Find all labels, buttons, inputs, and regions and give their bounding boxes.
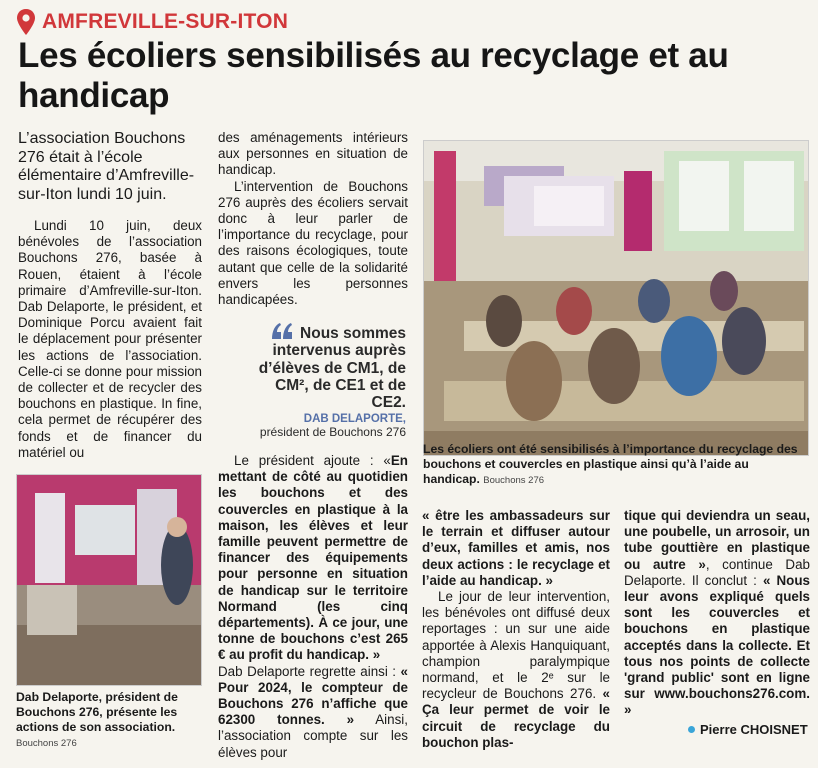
quote-role: président de Bouchons 276 xyxy=(259,425,406,440)
chapo: L’association Bouchons 276 était à l’école élémentaire d’Amfreville-sur-Iton lundi 10 juin. xyxy=(18,130,195,203)
author-name: Pierre CHOISNET xyxy=(700,722,808,737)
location-label xyxy=(16,6,288,38)
column-1 xyxy=(18,130,202,461)
bullet-dot-icon xyxy=(688,726,695,733)
column-2-top xyxy=(218,130,408,308)
paragraph: « être les ambassadeurs sur le terrain et diffuser autour d’eux, familles et amis, nos deux actions : le recyclage et l’aide au handicap. » xyxy=(422,508,610,588)
paragraph: L’intervention de Bouchons 276 auprès des écoliers servait donc à leur parler de l’importance du recyclage, pour des raisons écologiques, toute autant que celle de la solidarité envers les personnes handicapées. xyxy=(218,178,408,308)
headline: Les écoliers sensibilisés au recyclage et au handicap xyxy=(18,36,729,115)
byline xyxy=(688,722,808,737)
photo-caption: Dab Delaporte, président de Bouchons 276, présente les actions de son association. Bouchons 276 xyxy=(16,690,178,749)
presenter-photo xyxy=(16,474,202,686)
classroom-photo xyxy=(423,140,809,456)
paragraph: Le président ajoute : «En mettant de côté au quotidien les bouchons et des couvercles en plastique à la maison, les élèves et leur famille peuvent permettre de financer des équipements pour personne en situation de handicap sur le territoire Normand (les cinq départements). À ce jour, une tonne de bouchons c’est 265 € au profit du handicap. » xyxy=(218,453,408,663)
paragraph: des aménagements intérieurs aux personnes en situation de handicap. xyxy=(218,130,408,178)
map-pin-icon xyxy=(16,8,36,36)
column-4 xyxy=(624,508,810,719)
column-2-bottom xyxy=(218,453,408,761)
location-text: AMFREVILLE-SUR-ITON xyxy=(42,10,289,33)
paragraph: Lundi 10 juin, deux bénévoles de l’association Bouchons 276, basée à Rouen, étaient à l’école primaire d’Amfreville-sur-Iton. Dab Delaporte, le président, et Dominique Porcu avaient fait le déplacement pour présenter les actions de l’association. Celle-ci se donne pour mission de collecter et de recycler des bouchons en plastique. In fine, cela permet de récupérer des fonds et de financer du matériel ou xyxy=(18,218,202,460)
quote-text: Nous sommes intervenus auprès d’élèves de CM1, de CM², de CE1 et de CE2. xyxy=(258,325,406,412)
paragraph: tique qui deviendra un seau, une poubelle, un arrosoir, un tube gouttière en plastique ou autre », continue Dab Delaporte. Il conclut : « Nous leur avons expliqué quels sont les couvercles et bouchons en plastique acceptés dans la collecte. Et tous nos points de collecte 'grand public' sont en ligne sur www.bouchons276.com. » xyxy=(624,508,810,718)
column-3 xyxy=(422,508,610,751)
photo-caption: Les écoliers ont été sensibilisés à l’importance du recyclage des bouchons et couvercles en plastique ainsi qu’à l’aide au handicap. Bouchons 276 xyxy=(423,442,798,486)
pull-quote xyxy=(248,325,406,439)
paragraph: Le jour de leur intervention, les bénévoles ont diffusé deux reportages : un sur une aide apportée à Alexis Hanquiquant, champion paralympique normand, et le 2ᵉ sur le recycleur de Bouchons 276. « Ça leur permet de voir le circuit de recyclage du bouchon plas- xyxy=(422,589,610,750)
quote-author: DAB DELAPORTE, xyxy=(303,413,406,426)
paragraph: Dab Delaporte regrette ainsi : « Pour 2024, le compteur de Bouchons 276 n’affiche que 62300 tonnes. » Ainsi, l’association compte sur les élèves pour xyxy=(218,663,408,760)
